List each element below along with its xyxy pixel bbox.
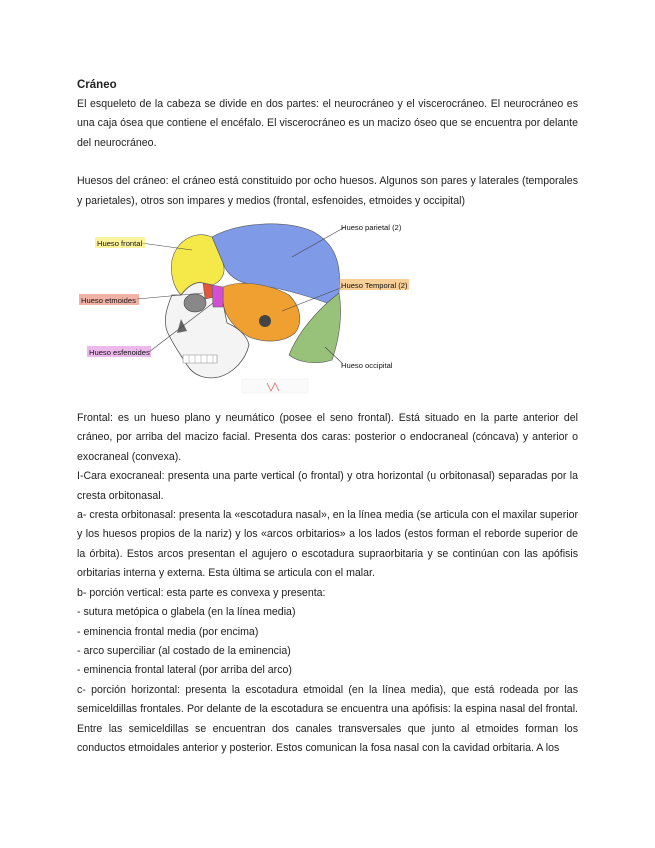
intro-paragraph: El esqueleto de la cabeza se divide en dos partes: el neurocráneo y el viscerocráneo. El neurocráneo es una caja ósea que contiene el encéfalo. El viscerocráneo es un macizo óseo que se encuentra por delante del neurocráneo. [77, 98, 578, 149]
frontal-paragraph: Frontal: es un hueso plano y neumático (posee el seno frontal). Está situado en la parte anterior del cráneo, por arriba del macizo facial. Presenta dos caras: posterior o endocraneal (cóncava) y anterior o exocraneal (convexa). [77, 412, 578, 463]
label-frontal: Hueso frontal [97, 239, 143, 249]
label-etmoides: Hueso etmoides [81, 296, 136, 306]
paragraph-gap [77, 153, 578, 172]
list-item: - eminencia frontal lateral (por arriba del arco) [77, 664, 292, 677]
label-occipital: Hueso occipital [341, 361, 393, 371]
huesos-paragraph: Huesos del cráneo: el cráneo está constituido por ocho huesos. Algunos son pares y laterales (temporales y parietales), otros son impares y medios (frontal, esfenoides, etmoides y occipital) [77, 175, 578, 207]
sphenoid-region [212, 285, 223, 307]
label-parietal: Hueso parietal (2) [341, 223, 402, 233]
logo-mark [242, 379, 308, 393]
label-esfenoides: Hueso esfenoides [89, 348, 150, 358]
porcion-horizontal-paragraph: c- porción horizontal: presenta la escotadura etmoidal (en la línea media), que está rodeada por las semiceldillas frontales. Por delante de la escotadura se encuentra una apófisis: la espina nasal del frontal. Entre las semiceldillas se encuentran dos canales transversales que junto al etmoides forman los conductos etmoidales anterior y posterior. Estos comunican la fosa nasal con la cavidad orbitaria. A los [77, 683, 578, 754]
document-body [77, 76, 578, 758]
skull-illustration [77, 215, 578, 395]
list-item: - eminencia frontal media (por encima) [77, 625, 259, 638]
cresta-paragraph: a- cresta orbitonasal: presenta la «escotadura nasal», en la línea media (se articula con el maxilar superior y los huesos propios de la nariz) y los «arcos orbitarios» a los lados (estos forman el reborde superior de la órbita). Estos arcos presentan el agujero o escotadura supraorbitaria y se continúan con las apófisis orbitarias interna y externa. Esta última se articula con el malar. [77, 509, 578, 580]
cara-exocraneal-paragraph: I-Cara exocraneal: presenta una parte vertical (o frontal) y otra horizontal (u orbitonasal) separadas por la cresta orbitonasal. [77, 470, 578, 502]
skull-figure [77, 215, 578, 395]
section-title: Cráneo [77, 79, 117, 91]
label-temporal: Hueso Temporal (2) [341, 281, 408, 291]
porcion-vertical-paragraph: b- porción vertical: esta parte es convexa y presenta: [77, 586, 326, 599]
teeth [183, 355, 217, 363]
orbit [184, 294, 206, 312]
list-item: - sutura metópica o glabela (en la línea media) [77, 606, 296, 619]
ear-canal [259, 315, 271, 327]
list-item: - arco superciliar (al costado de la eminencia) [77, 644, 291, 657]
